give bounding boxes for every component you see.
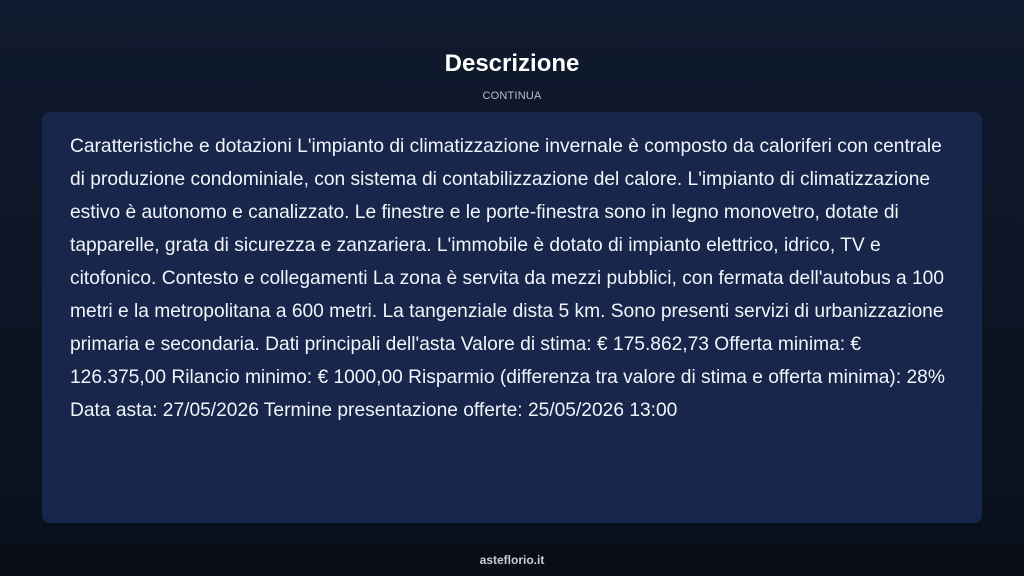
description-card: [42, 112, 982, 523]
page-title: Descrizione: [444, 50, 580, 77]
page-subtitle: CONTINUA: [482, 90, 542, 102]
footer-bar: [0, 544, 1024, 576]
description-text: Caratteristiche e dotazioni L'impianto di climatizzazione invernale è composto da caloriferi con centrale di produzione condominiale, con sistema di contabilizzazione del calore. L'impianto di climatizzazione estivo è autonomo e canalizzato. Le finestre e le porte-finestra sono in legno monovetro, dotate di tapparelle, grata di sicurezza e zanzariera. L'immobile è dotato di impianto elettrico, idrico, TV e citofonico. Contesto e collegamenti La zona è servita da mezzi pubblici, con fermata dell'autobus a 100 metri e la metropolitana a 600 metri. La tangenziale dista 5 km. Sono presenti servizi di urbanizzazione primaria e secondaria. Dati principali dell'asta Valore di stima: € 175.862,73 Offerta minima: € 126.375,00 Rilancio minimo: € 1000,00 Risparmio (differenza tra valore di stima e offerta minima): 28% Data asta: 27/05/2026 Termine presentazione offerte: 25/05/2026 13:00: [70, 136, 945, 421]
site-name: asteflorio.it: [479, 553, 545, 567]
